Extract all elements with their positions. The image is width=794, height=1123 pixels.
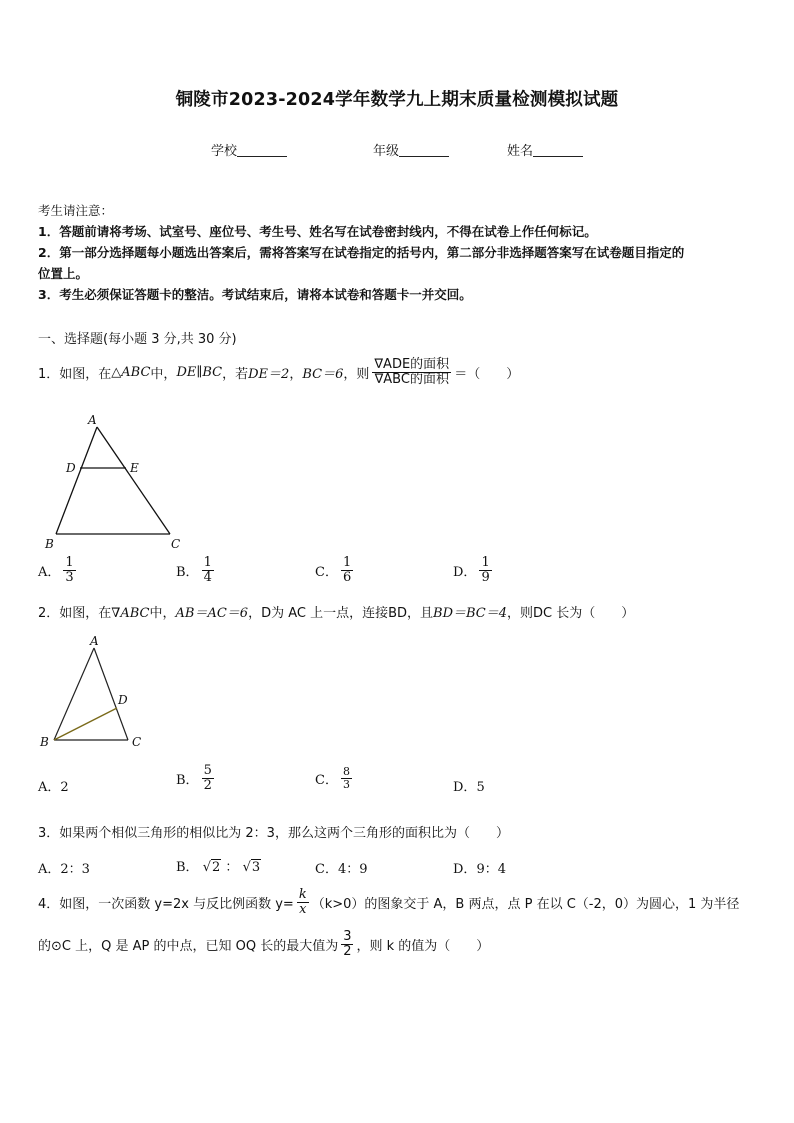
q3-option-c: [315, 858, 368, 877]
q3-option-d: [453, 858, 506, 877]
q1-option-a-letter: A．: [38, 564, 61, 580]
notice-item-3: 3．考生必须保证答题卡的整洁。考试结束后，请将本试卷和答题卡一并交回。: [38, 287, 472, 302]
q2-option-a: [38, 776, 69, 795]
q2-option-a-value: 2: [60, 780, 69, 795]
q3-option-a-letter: A．: [38, 862, 61, 877]
q1-option-b-den: 4: [203, 569, 212, 585]
q1-option-d-den: 9: [481, 569, 490, 585]
q2-side-ab: [54, 648, 94, 740]
q2-option-a-letter: A．: [38, 780, 61, 795]
q3-option-b-r1: 2: [212, 860, 221, 875]
q1-side-ab: [56, 427, 97, 534]
q1-mid: 中，: [150, 366, 177, 382]
q3-option-b-letter: B．: [176, 860, 199, 875]
notice-heading: 考生请注意：: [38, 203, 114, 218]
school-blank: [237, 143, 287, 157]
q3-option-c-value: 4：9: [337, 862, 368, 877]
q1-option-b-num: 1: [203, 555, 212, 570]
name-blank: [533, 143, 583, 157]
q1-bc: BC＝6: [302, 366, 344, 382]
q1-then: ，则: [343, 366, 370, 382]
q4-text-2: （k>0）的图象交于 A，B 两点，点 P 在以 C（-2，0）为圆心，1 为半径: [311, 896, 740, 912]
q1-option-c-letter: C．: [315, 564, 338, 580]
q2-text1: ，D为 AC 上一点，连接BD，且: [248, 606, 434, 621]
q2-cond2: BD＝BC＝4: [433, 606, 508, 621]
q2-tail: ，则DC 长为（ ）: [507, 606, 635, 621]
q1-prefix: 1．如图，在: [38, 366, 112, 382]
q4-max-num: 3: [343, 929, 352, 944]
q1-side-ac: [97, 427, 170, 534]
q2-mid: 中，: [149, 606, 176, 621]
grade-label: 年级: [373, 144, 400, 159]
q1-option-b-letter: B．: [176, 564, 199, 580]
q3-option-b-sep: ：: [225, 860, 239, 875]
section-heading: 一、选择题(每小题 3 分,共 30 分): [38, 332, 237, 347]
page-title: 铜陵市2023-2024学年数学九上期末质量检测模拟试题: [175, 90, 619, 110]
q3-option-b-r2: 3: [251, 860, 261, 875]
name-label: 姓名: [507, 144, 534, 159]
q1-parallel: DE∥BC: [176, 364, 223, 380]
q2-label-d: D: [118, 693, 128, 707]
grade-field: [373, 140, 449, 159]
q3-option-b-root2: √3: [242, 860, 261, 875]
q1-option-d-num: 1: [481, 555, 490, 570]
q3-option-a-value: 2：3: [60, 862, 90, 877]
q2-label-a: A: [90, 634, 99, 648]
q1-option-a: [38, 556, 79, 584]
q2-prefix: 2．如图，在: [38, 606, 112, 621]
q1-de: DE＝2: [248, 366, 290, 382]
q2-label-b: B: [40, 735, 49, 749]
q1-label-c: C: [171, 537, 181, 551]
q2-option-c: [315, 766, 355, 790]
q1-triangle: △ABC: [111, 364, 151, 380]
q3-option-b: [176, 856, 261, 875]
q3-option-d-letter: D．: [453, 862, 477, 877]
q2-triangle: ∇ABC: [111, 606, 150, 621]
q3-option-c-letter: C．: [315, 862, 338, 877]
q1-option-c-den: 6: [342, 569, 352, 585]
question-3: 3．如果两个相似三角形的相似比为 2：3，那么这两个三角形的面积比为（ ）: [38, 826, 509, 841]
q2-option-b: [176, 764, 217, 792]
q2-option-c-letter: C．: [315, 772, 338, 788]
notice-item-1: 1．答题前请将考场、试室号、座位号、考生号、姓名写在试卷密封线内，不得在试卷上作任何标记。: [38, 224, 597, 239]
school-label: 学校: [211, 144, 238, 159]
question-2: [38, 602, 634, 621]
q1-label-b: B: [45, 537, 54, 551]
q1-option-a-num: 1: [65, 555, 74, 570]
q1-cond: ，若: [222, 366, 249, 382]
q1-comma: ，: [289, 366, 303, 382]
q4-x: x: [299, 901, 307, 917]
q1-frac-num: ∇ADE的面积: [374, 357, 450, 372]
question-4-line-1: [38, 888, 739, 916]
q1-label-d: D: [66, 461, 76, 475]
q2-option-c-num: 8: [342, 765, 350, 778]
q4-k-over-x: [297, 888, 309, 916]
q2-option-d-letter: D．: [453, 780, 477, 795]
q4-text-3: 的⊙C 上，Q 是 AP 的中点，已知 OQ 长的最大值为: [38, 938, 339, 954]
q2-label-c: C: [132, 735, 142, 749]
q3-option-d-value: 9：4: [476, 862, 506, 877]
q2-segment-bd: [54, 708, 117, 740]
q1-option-a-den: 3: [65, 569, 74, 585]
q1-label-e: E: [130, 461, 139, 475]
q2-cond1: AB＝AC＝6: [175, 606, 249, 621]
question-4-line-2: [38, 930, 489, 958]
q2-option-b-num: 5: [203, 763, 212, 778]
question-1: [38, 358, 519, 386]
school-field: [211, 140, 287, 159]
q2-option-d: [453, 776, 485, 795]
q1-frac-den: ∇ABC的面积: [374, 371, 449, 387]
q2-option-b-letter: B．: [176, 772, 199, 788]
q1-option-d-letter: D．: [453, 564, 477, 580]
q1-label-a: A: [88, 413, 97, 427]
notice-item-2: 2．第一部分选择题每小题选出答案后，需将答案写在试卷指定的括号内，第二部分非选择题答案写在试卷题目指定的: [38, 245, 685, 260]
q3-option-b-root1: √2: [202, 860, 221, 875]
q3-option-a: [38, 858, 90, 877]
q4-max-den: 2: [343, 943, 352, 959]
q1-option-c-num: 1: [342, 555, 352, 570]
q1-tail: ＝（ ）: [454, 366, 520, 382]
q1-area-ratio: [372, 358, 451, 386]
q2-option-d-value: 5: [476, 780, 485, 795]
q2-option-c-den: 3: [342, 777, 350, 791]
q1-option-c: [315, 556, 356, 584]
q1-triangle-figure: [40, 410, 190, 555]
q1-option-b: [176, 556, 217, 584]
notice-block: [38, 200, 768, 305]
q1-option-d: [453, 556, 495, 584]
q2-triangle-figure: [36, 632, 156, 754]
notice-item-2-cont: 位置上。: [38, 266, 89, 281]
q4-text-1: 4．如图，一次函数 y=2x 与反比例函数 y=: [38, 896, 294, 912]
q4-k: k: [298, 887, 307, 902]
q4-max-value: [341, 930, 353, 958]
q2-option-b-den: 2: [203, 777, 212, 793]
name-field: [507, 140, 583, 159]
q4-text-4: ，则 k 的值为（ ）: [356, 938, 490, 954]
grade-blank: [399, 143, 449, 157]
